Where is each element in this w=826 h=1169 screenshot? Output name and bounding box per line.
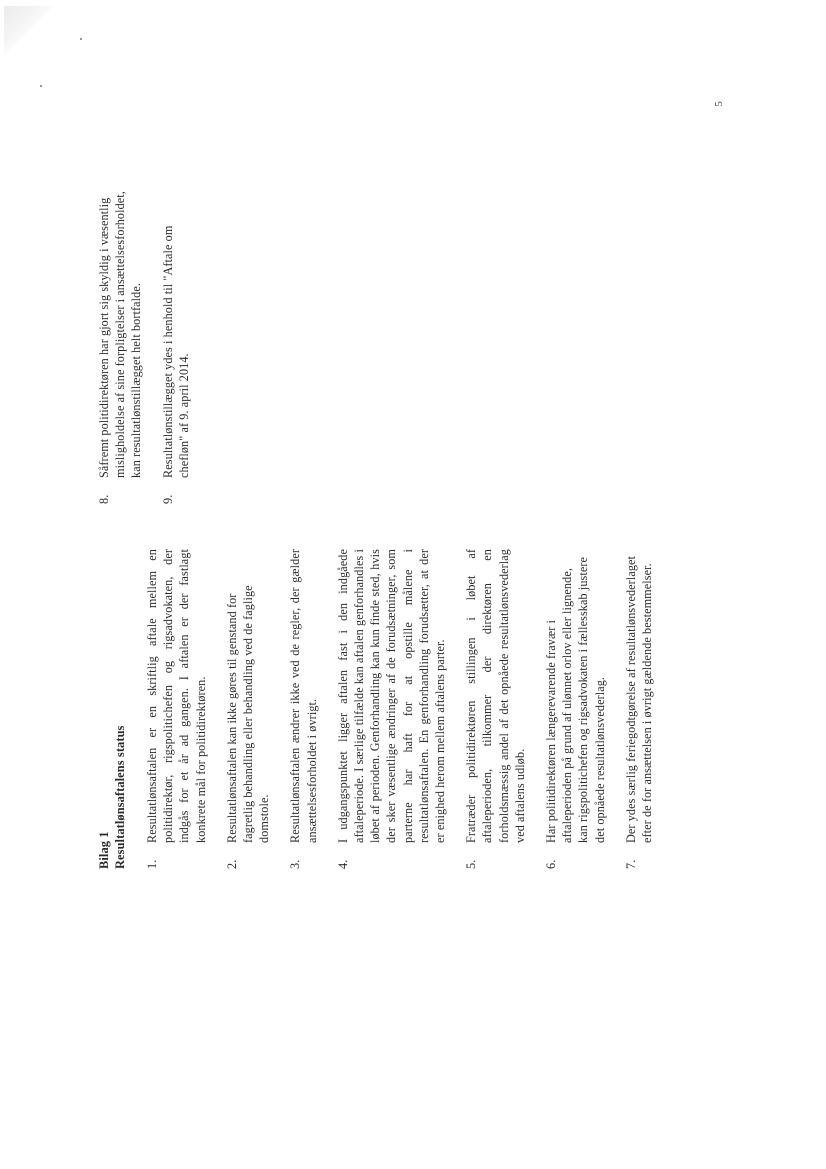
list-item xyxy=(96,182,145,504)
list-item xyxy=(623,549,655,869)
list-item xyxy=(144,549,209,869)
document-subheading: Resultatlønsaftalens status xyxy=(113,725,127,869)
left-column xyxy=(96,549,670,869)
item-number: 5. xyxy=(464,859,479,869)
list-item xyxy=(160,182,192,504)
page-mark: 5 xyxy=(712,101,725,107)
list-item xyxy=(224,549,273,869)
item-text: Der ydes særlig feriegodtgørelse af resultatlønsvederlaget efter de for ansættelsen i øvrigt gældende bestemmelser. xyxy=(623,555,655,843)
item-number: 7. xyxy=(623,859,638,869)
right-column xyxy=(96,182,207,504)
item-number: 2. xyxy=(224,859,239,869)
item-number: 9. xyxy=(160,494,175,504)
item-text: Resultatlønsaftalen ændrer ikke ved de regler, der gælder ansættelsesforholdet i øvrigt. xyxy=(288,549,319,843)
item-number: 3. xyxy=(288,859,303,869)
item-text: I udgangspunktet ligger aftalen fast i den indgåede aftaleperiode. I særlige tilfælde kan aftalen genforhandles i løbet af perioden. Genforhandling kan kun finde sted, hvis der sker væsentlige ændringer af de forudsætninger, som parterne har haft for at opstille målene i resultatlønsaftalen. En genforhandling forudsætter, at der er enighed herom mellem aftalens parter. xyxy=(335,549,448,843)
document-heading: Bilag 1 xyxy=(97,831,111,869)
list-item xyxy=(287,549,319,869)
item-number: 6. xyxy=(544,859,559,869)
item-number: 1. xyxy=(145,859,159,869)
item-number: 8. xyxy=(97,494,111,504)
list-item xyxy=(543,549,608,869)
item-number: 4. xyxy=(335,859,350,869)
item-text: Resultatlønsaftalen er en skriftlig aftale mellem en politidirektør, rigspolitichefen og rigsadvokaten, der indgås for et år ad gangen. I aftalen er der fastlagt konkrete mål for politidirektøren. xyxy=(145,549,208,843)
item-text: Fratræder politidirektøren stillingen i løbet af aftaleperioden, tilkommer der direktøren en forholdsmæssig andel af det opnåede resultatlønsvederlag ved aftalens udløb. xyxy=(464,549,527,843)
item-text: Har politidirektøren længerevarende fravær i aftaleperioden på grund af ulønnet orlov eller lignende, kan rigspolitichefen og rigsadvokaten i fællesskab justere det opnåede resultatlønsvederlag. xyxy=(544,556,607,843)
item-text: Resultatlønstillægget ydes i henhold til "Aftale om chefløn" af 9. april 2014. xyxy=(160,225,191,478)
list-item xyxy=(463,549,528,869)
item-text: Resultatlønsaftalen kan ikke gøres til genstand for fagretlig behandling eller behandling ved de faglige domstole. xyxy=(224,585,272,843)
list-item xyxy=(335,549,448,869)
item-text: Såfremt politidirektøren har gjort sig skyldig i væsentlig misligholdelse af sine forpligtelser i ansættelsesforholdet, kan resultatlønstillægget helt bortfalde. xyxy=(97,191,144,478)
